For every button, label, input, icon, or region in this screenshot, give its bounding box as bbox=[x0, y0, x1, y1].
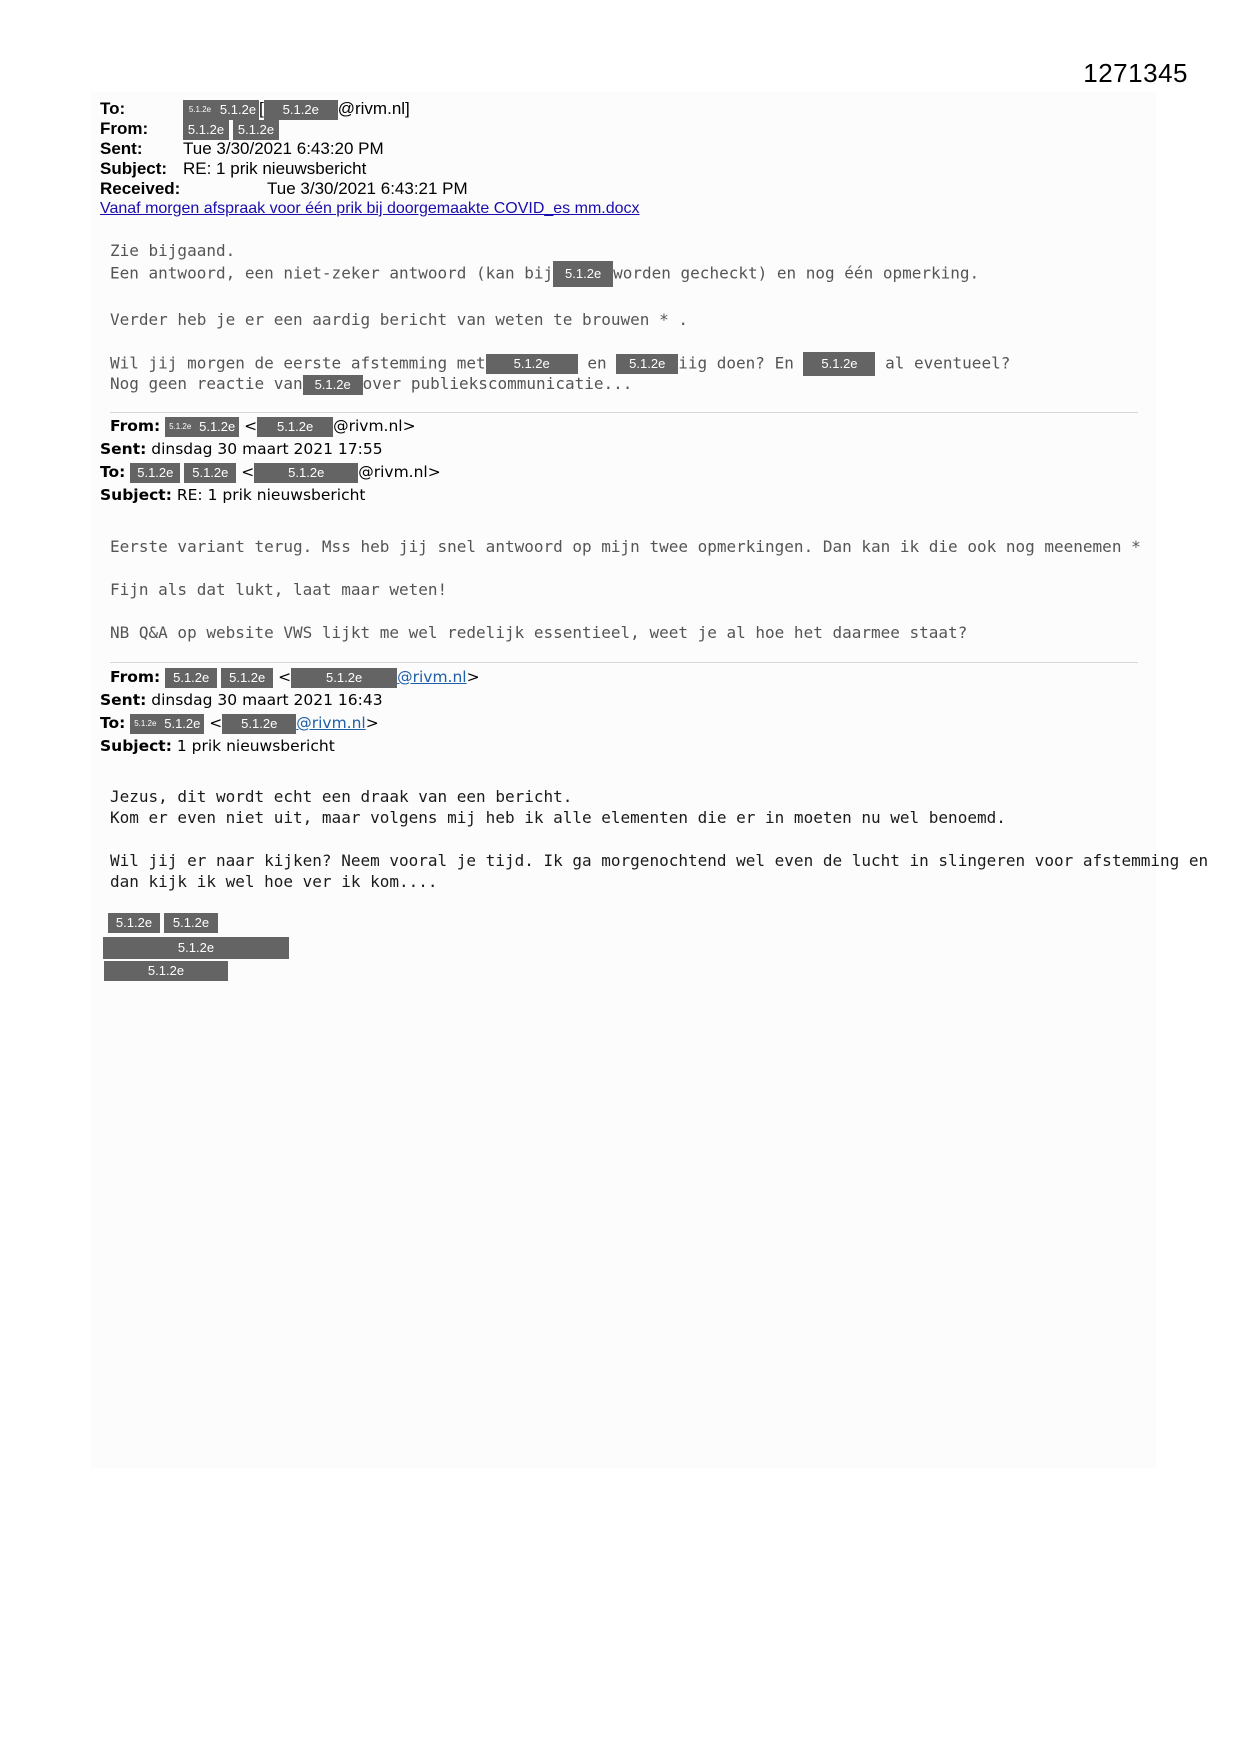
redaction-box: 5.1.2e bbox=[160, 714, 204, 734]
redaction-box: 5.1.2e bbox=[217, 100, 259, 120]
to-email-link[interactable]: @rivm.nl bbox=[296, 714, 366, 732]
redaction-box: 5.1.2e bbox=[803, 352, 875, 376]
redaction-box: 5.1.2e bbox=[254, 463, 358, 483]
sent-label: Sent: bbox=[100, 139, 143, 158]
reply2-to-row: To: 5.1.2e 5.1.2e < 5.1.2e @rivm.nl> bbox=[100, 714, 379, 732]
reply2-sent-row: Sent: dinsdag 30 maart 2021 16:43 bbox=[100, 691, 383, 709]
message3-line: Kom er even niet uit, maar volgens mij heb ik alle elementen die er in moeten nu wel benoemd. bbox=[110, 808, 1006, 827]
redaction-box: 5.1.2e bbox=[184, 463, 236, 483]
separator bbox=[110, 662, 1138, 663]
subject-label: Subject: bbox=[100, 159, 168, 178]
header-subject-row bbox=[100, 159, 366, 179]
redaction-box: 5.1.2e bbox=[108, 913, 160, 933]
received-label: Received: bbox=[100, 179, 181, 198]
redaction-box: 5.1.2e bbox=[222, 714, 296, 734]
from-label: From: bbox=[110, 417, 161, 435]
redaction-box: 5.1.2e bbox=[291, 668, 397, 688]
message1-line: Verder heb je er een aardig bericht van weten te brouwen * . bbox=[110, 310, 688, 329]
redaction-box: 5.1.2e bbox=[183, 100, 217, 120]
message1-line: Wil jij morgen de eerste afstemming met 5.1.2e en 5.1.2e iig doen? En 5.1.2e al eventueel? bbox=[110, 352, 1010, 376]
redaction-box: 5.1.2e bbox=[165, 668, 217, 688]
redaction-box: 5.1.2e bbox=[103, 937, 289, 959]
reply2-subject-row: Subject: 1 prik nieuwsbericht bbox=[100, 737, 335, 755]
redaction-box: 5.1.2e bbox=[553, 261, 613, 287]
redaction-box: 5.1.2e bbox=[183, 120, 229, 140]
to-label: To: bbox=[100, 99, 126, 118]
message1-line: Een antwoord, een niet-zeker antwoord (kan bij 5.1.2e worden gecheckt) en nog één opmerking. bbox=[110, 261, 979, 287]
received-value: Tue 3/30/2021 6:43:21 PM bbox=[267, 179, 468, 198]
header-received-row bbox=[100, 179, 468, 199]
signature-redaction bbox=[108, 913, 218, 933]
reply1-from-row: From: 5.1.2e 5.1.2e < 5.1.2e @rivm.nl> bbox=[110, 417, 416, 435]
document-id: 1271345 bbox=[1083, 58, 1188, 88]
redaction-box: 5.1.2e bbox=[616, 354, 678, 374]
message3-line: Wil jij er naar kijken? Neem vooral je tijd. Ik ga morgenochtend wel even de lucht in slingeren voor afstemming en bbox=[110, 851, 1209, 870]
to-email-suffix: @rivm.nl] bbox=[337, 99, 410, 118]
email-sheet bbox=[90, 92, 1156, 1468]
header-to-row: To: 5.1.2e 5.1.2e [ 5.1.2e @rivm.nl] bbox=[100, 99, 410, 118]
redaction-box: 5.1.2e bbox=[104, 961, 228, 981]
redaction-box: 5.1.2e bbox=[195, 417, 239, 437]
reply1-subject-row: Subject: RE: 1 prik nieuwsbericht bbox=[100, 486, 366, 504]
sent-value: Tue 3/30/2021 6:43:20 PM bbox=[183, 139, 384, 158]
signature-redaction bbox=[104, 961, 228, 981]
reply2-from-row: From: 5.1.2e 5.1.2e < 5.1.2e @rivm.nl> bbox=[110, 668, 480, 686]
redaction-box: 5.1.2e bbox=[257, 417, 333, 437]
message2-line: Eerste variant terug. Mss heb jij snel antwoord op mijn twee opmerkingen. Dan kan ik die ook nog meenemen * bbox=[110, 537, 1141, 556]
redaction-box: 5.1.2e bbox=[303, 375, 363, 395]
message1-line: Zie bijgaand. bbox=[110, 241, 236, 260]
to-label: To: bbox=[100, 463, 126, 481]
redaction-box: 5.1.2e bbox=[165, 417, 195, 437]
redaction-box: 5.1.2e bbox=[233, 120, 279, 140]
message2-line: NB Q&A op website VWS lijkt me wel redelijk essentieel, weet je al hoe het daarmee staat? bbox=[110, 623, 968, 642]
redaction-box: 5.1.2e bbox=[221, 668, 273, 688]
separator bbox=[110, 412, 1138, 413]
signature-redaction bbox=[103, 937, 289, 959]
subject-value: RE: 1 prik nieuwsbericht bbox=[183, 159, 367, 178]
header-sent-row bbox=[100, 139, 384, 159]
message1-line: Nog geen reactie van 5.1.2e over publiekscommunicatie... bbox=[110, 374, 633, 393]
from-email-link[interactable]: @rivm.nl bbox=[397, 668, 467, 686]
message3-line: Jezus, dit wordt echt een draak van een bericht. bbox=[110, 787, 573, 806]
message3-line: dan kijk ik wel hoe ver ik kom.... bbox=[110, 872, 438, 891]
redaction-box: 5.1.2e bbox=[130, 714, 160, 734]
redaction-box: 5.1.2e bbox=[486, 354, 578, 374]
message2-line: Fijn als dat lukt, laat maar weten! bbox=[110, 580, 448, 599]
reply1-to-row: To: 5.1.2e 5.1.2e < 5.1.2e @rivm.nl> bbox=[100, 463, 441, 481]
redaction-box: 5.1.2e bbox=[130, 463, 180, 483]
redaction-box: 5.1.2e bbox=[264, 100, 338, 120]
redaction-box: 5.1.2e bbox=[164, 913, 218, 933]
reply1-sent-row: Sent: dinsdag 30 maart 2021 17:55 bbox=[100, 440, 383, 458]
attachment-link[interactable]: Vanaf morgen afspraak voor één prik bij doorgemaakte COVID_es mm.docx bbox=[100, 200, 640, 217]
from-label: From: bbox=[100, 119, 149, 138]
header-from-row bbox=[100, 119, 279, 140]
